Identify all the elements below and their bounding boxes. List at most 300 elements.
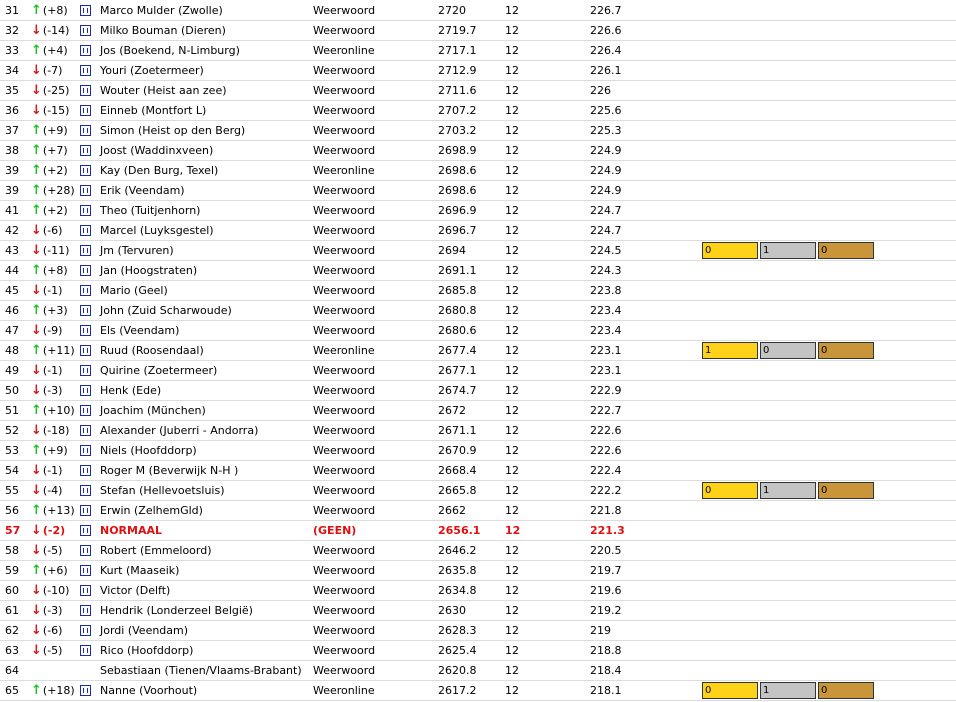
rank-cell: 37 (5, 124, 19, 137)
participant-name: Wouter (Heist aan zee) (100, 84, 227, 97)
position-change (31, 161, 76, 180)
table-row (0, 601, 956, 621)
games-cell: 12 (505, 164, 519, 177)
arrow-up-icon: ↑ (31, 303, 42, 318)
position-change (31, 81, 76, 100)
flag-icon[interactable] (80, 5, 91, 16)
flag-icon[interactable] (80, 25, 91, 36)
participant-name: Sebastiaan (Tienen/Vlaams-Brabant) (100, 664, 302, 677)
participant-name: Erwin (ZelhemGld) (100, 504, 203, 517)
games-cell: 12 (505, 304, 519, 317)
position-change-value: (+7) (42, 144, 68, 157)
arrow-up-icon: ↑ (31, 143, 42, 158)
flag-icon[interactable] (80, 685, 91, 696)
average-cell: 224.9 (590, 144, 622, 157)
arrow-down-icon: ↓ (31, 83, 42, 98)
table-row (0, 501, 956, 521)
source-cell: Weerwoord (313, 224, 376, 237)
average-cell: 224.5 (590, 244, 622, 257)
table-row (0, 21, 956, 41)
score-cell: 2717.1 (438, 44, 477, 57)
bronze-medal-count: 0 (818, 682, 874, 699)
score-cell: 2628.3 (438, 624, 477, 637)
flag-icon[interactable] (80, 185, 91, 196)
games-cell: 12 (505, 584, 519, 597)
score-cell: 2698.9 (438, 144, 477, 157)
flag-icon[interactable] (80, 505, 91, 516)
table-row (0, 261, 956, 281)
flag-cell (80, 161, 92, 180)
games-cell: 12 (505, 104, 519, 117)
score-cell: 2635.8 (438, 564, 477, 577)
participant-name: Jm (Tervuren) (100, 244, 174, 257)
arrow-down-icon: ↓ (31, 223, 42, 238)
position-change-value: (-3) (42, 384, 63, 397)
flag-cell (80, 101, 92, 120)
average-cell: 226.6 (590, 24, 622, 37)
rank-cell: 59 (5, 564, 19, 577)
games-cell: 12 (505, 264, 519, 277)
flag-icon[interactable] (80, 265, 91, 276)
games-cell: 12 (505, 664, 519, 677)
position-change-value: (+2) (42, 164, 68, 177)
flag-cell (80, 261, 92, 280)
table-row (0, 401, 956, 421)
score-cell: 2670.9 (438, 444, 477, 457)
flag-cell (80, 321, 92, 340)
participant-name: John (Zuid Scharwoude) (100, 304, 232, 317)
average-cell: 226.7 (590, 3, 622, 17)
games-cell: 12 (505, 84, 519, 97)
flag-icon[interactable] (80, 425, 91, 436)
score-cell: 2694 (438, 244, 466, 257)
arrow-up-icon: ↑ (31, 263, 42, 278)
table-row (0, 461, 956, 481)
score-cell: 2685.8 (438, 284, 477, 297)
table-row (0, 341, 956, 361)
average-cell: 223.4 (590, 324, 622, 337)
average-cell: 221.8 (590, 504, 622, 517)
participant-name: Rico (Hoofddorp) (100, 644, 194, 657)
flag-cell (80, 401, 92, 420)
average-cell: 224.7 (590, 224, 622, 237)
flag-icon[interactable] (80, 305, 91, 316)
source-cell: Weerwoord (313, 444, 376, 457)
participant-name: Youri (Zoetermeer) (100, 64, 204, 77)
position-change (31, 441, 76, 460)
flag-icon[interactable] (80, 625, 91, 636)
flag-icon[interactable] (80, 85, 91, 96)
source-cell: Weerwoord (313, 584, 376, 597)
games-cell: 12 (505, 344, 519, 357)
table-row (0, 481, 956, 501)
average-cell: 219.2 (590, 604, 622, 617)
participant-name: Theo (Tuitjenhorn) (100, 204, 201, 217)
position-change (31, 0, 76, 20)
flag-icon[interactable] (80, 365, 91, 376)
participant-name: Einneb (Montfort L) (100, 104, 207, 117)
rank-cell: 33 (5, 44, 19, 57)
games-cell: 12 (505, 404, 519, 417)
source-cell: Weeronline (313, 164, 375, 177)
position-change-value: (-6) (42, 624, 63, 637)
flag-icon[interactable] (80, 585, 91, 596)
position-change-value: (+18) (42, 684, 75, 697)
source-cell: Weeronline (313, 44, 375, 57)
average-cell: 226.1 (590, 64, 622, 77)
source-cell: Weerwoord (313, 404, 376, 417)
score-cell: 2656.1 (438, 524, 481, 537)
participant-name: Roger M (Beverwijk N-H ) (100, 464, 239, 477)
position-change-value: (+8) (42, 3, 68, 17)
table-row (0, 181, 956, 201)
flag-cell (80, 621, 92, 640)
rank-cell: 41 (5, 204, 19, 217)
flag-icon[interactable] (80, 245, 91, 256)
participant-name: Marco Mulder (Zwolle) (100, 3, 223, 17)
table-row (0, 641, 956, 661)
rank-cell: 58 (5, 544, 19, 557)
flag-icon[interactable] (80, 105, 91, 116)
arrow-down-icon: ↓ (31, 363, 42, 378)
score-cell: 2634.8 (438, 584, 477, 597)
position-change (31, 141, 76, 160)
flag-icon[interactable] (80, 285, 91, 296)
source-cell: Weerwoord (313, 84, 376, 97)
rank-cell: 34 (5, 64, 19, 77)
position-change (31, 261, 76, 280)
games-cell: 12 (505, 324, 519, 337)
flag-icon[interactable] (80, 405, 91, 416)
rank-cell: 31 (5, 3, 19, 17)
flag-cell (80, 141, 92, 160)
games-cell: 12 (505, 64, 519, 77)
flag-icon[interactable] (80, 145, 91, 156)
flag-icon[interactable] (80, 345, 91, 356)
source-cell: Weerwoord (313, 324, 376, 337)
flag-icon[interactable] (80, 565, 91, 576)
flag-icon[interactable] (80, 125, 91, 136)
gold-medal-count: 0 (702, 482, 758, 499)
score-cell: 2696.7 (438, 224, 477, 237)
position-change-value: (+10) (42, 404, 75, 417)
silver-medal-count: 1 (760, 682, 816, 699)
games-cell: 12 (505, 124, 519, 137)
flag-icon[interactable] (80, 645, 91, 656)
flag-cell (80, 641, 92, 660)
flag-cell (80, 81, 92, 100)
flag-cell (80, 661, 92, 680)
flag-cell (80, 361, 92, 380)
arrow-up-icon: ↑ (31, 2, 42, 18)
position-change-value: (-9) (42, 324, 63, 337)
flag-icon[interactable] (80, 465, 91, 476)
average-cell: 223.1 (590, 364, 622, 377)
score-cell: 2625.4 (438, 644, 477, 657)
score-cell: 2674.7 (438, 384, 477, 397)
position-change-value: (-3) (42, 604, 63, 617)
source-cell: Weerwoord (313, 664, 376, 677)
arrow-up-icon: ↑ (31, 123, 42, 138)
table-row (0, 381, 956, 401)
position-change (31, 601, 76, 620)
games-cell: 12 (505, 384, 519, 397)
position-change-value: (-5) (42, 644, 63, 657)
arrow-down-icon: ↓ (31, 483, 42, 498)
position-change (31, 121, 76, 140)
games-cell: 12 (505, 564, 519, 577)
average-cell: 224.9 (590, 184, 622, 197)
rank-cell: 55 (5, 484, 19, 497)
score-cell: 2680.6 (438, 324, 477, 337)
table-row (0, 201, 956, 221)
flag-icon[interactable] (80, 385, 91, 396)
rank-cell: 54 (5, 464, 19, 477)
flag-cell (80, 181, 92, 200)
games-cell: 12 (505, 244, 519, 257)
rank-cell: 60 (5, 584, 19, 597)
arrow-down-icon: ↓ (31, 103, 42, 118)
flag-cell (80, 501, 92, 520)
table-row (0, 681, 956, 701)
score-cell: 2712.9 (438, 64, 477, 77)
flag-cell (80, 421, 92, 440)
rank-cell: 47 (5, 324, 19, 337)
source-cell: Weerwoord (313, 104, 376, 117)
average-cell: 222.6 (590, 444, 622, 457)
flag-cell (80, 221, 92, 240)
position-change (31, 461, 76, 480)
rank-cell: 62 (5, 624, 19, 637)
participant-name: Jan (Hoogstraten) (100, 264, 198, 277)
flag-cell (80, 61, 92, 80)
source-cell: Weerwoord (313, 64, 376, 77)
position-change-value: (+8) (42, 264, 68, 277)
arrow-down-icon: ↓ (31, 543, 42, 558)
flag-icon[interactable] (80, 45, 91, 56)
position-change (31, 301, 76, 320)
rank-cell: 36 (5, 104, 19, 117)
flag-cell (80, 561, 92, 580)
arrow-up-icon: ↑ (31, 403, 42, 418)
flag-icon[interactable] (80, 485, 91, 496)
position-change-value: (-11) (42, 244, 70, 257)
position-change (31, 401, 76, 420)
score-cell: 2672 (438, 404, 466, 417)
score-cell: 2696.9 (438, 204, 477, 217)
flag-icon[interactable] (80, 205, 91, 216)
average-cell: 218.1 (590, 684, 622, 697)
arrow-up-icon: ↑ (31, 163, 42, 178)
score-cell: 2703.2 (438, 124, 477, 137)
flag-icon[interactable] (80, 325, 91, 336)
participant-name: Robert (Emmeloord) (100, 544, 212, 557)
rank-cell: 52 (5, 424, 19, 437)
games-cell: 12 (505, 3, 519, 17)
source-cell: Weerwoord (313, 3, 376, 17)
position-change-value: (-1) (42, 284, 63, 297)
position-change (31, 21, 76, 40)
source-cell: (GEEN) (313, 524, 357, 537)
participant-name: Milko Bouman (Dieren) (100, 24, 226, 37)
rank-cell: 35 (5, 84, 19, 97)
table-row (0, 661, 956, 681)
flag-cell (80, 461, 92, 480)
score-cell: 2671.1 (438, 424, 477, 437)
position-change-value: (-14) (42, 24, 70, 37)
flag-cell (80, 301, 92, 320)
games-cell: 12 (505, 484, 519, 497)
games-cell: 12 (505, 204, 519, 217)
position-change (31, 421, 76, 440)
table-row (0, 561, 956, 581)
source-cell: Weerwoord (313, 604, 376, 617)
average-cell: 226.4 (590, 44, 622, 57)
participant-name: Alexander (Juberri - Andorra) (100, 424, 259, 437)
position-change-value: (-1) (42, 464, 63, 477)
flag-icon[interactable] (80, 445, 91, 456)
source-cell: Weerwoord (313, 504, 376, 517)
position-change (31, 581, 76, 600)
arrow-up-icon: ↑ (31, 203, 42, 218)
participant-name: Kurt (Maaseik) (100, 564, 180, 577)
average-cell: 225.6 (590, 104, 622, 117)
source-cell: Weerwoord (313, 644, 376, 657)
position-change-value: (+6) (42, 564, 68, 577)
table-row (0, 301, 956, 321)
table-row (0, 81, 956, 101)
position-change-value: (-4) (42, 484, 63, 497)
average-cell: 225.3 (590, 124, 622, 137)
position-change-value: (+9) (42, 444, 68, 457)
score-cell: 2698.6 (438, 164, 477, 177)
position-change-value: (-2) (42, 524, 66, 537)
position-change (31, 541, 76, 560)
position-change-value: (+28) (42, 184, 75, 197)
silver-medal-count: 1 (760, 482, 816, 499)
position-change-value: (-1) (42, 364, 63, 377)
participant-name: Stefan (Hellevoetsluis) (100, 484, 225, 497)
rank-cell: 53 (5, 444, 19, 457)
position-change (31, 381, 76, 400)
position-change (31, 241, 76, 260)
medal-counts (702, 242, 874, 259)
flag-cell (80, 601, 92, 620)
position-change (31, 641, 76, 660)
source-cell: Weerwoord (313, 424, 376, 437)
average-cell: 220.5 (590, 544, 622, 557)
gold-medal-count: 0 (702, 242, 758, 259)
games-cell: 12 (505, 184, 519, 197)
flag-cell (80, 281, 92, 300)
games-cell: 12 (505, 504, 519, 517)
average-cell: 222.2 (590, 484, 622, 497)
average-cell: 219 (590, 624, 611, 637)
table-row (0, 121, 956, 141)
gold-medal-count: 1 (702, 342, 758, 359)
silver-medal-count: 0 (760, 342, 816, 359)
flag-icon[interactable] (80, 605, 91, 616)
table-row (0, 441, 956, 461)
position-change-value: (+3) (42, 304, 68, 317)
participant-name: Henk (Ede) (100, 384, 162, 397)
source-cell: Weerwoord (313, 384, 376, 397)
average-cell: 224.3 (590, 264, 622, 277)
flag-icon[interactable] (80, 65, 91, 76)
participant-name: Nanne (Voorhout) (100, 684, 198, 697)
games-cell: 12 (505, 364, 519, 377)
games-cell: 12 (505, 144, 519, 157)
position-change (31, 61, 76, 80)
games-cell: 12 (505, 644, 519, 657)
arrow-down-icon: ↓ (31, 583, 42, 598)
average-cell: 224.9 (590, 164, 622, 177)
rank-cell: 65 (5, 684, 19, 697)
flag-cell (80, 201, 92, 220)
arrow-up-icon: ↑ (31, 183, 42, 198)
rank-cell: 56 (5, 504, 19, 517)
arrow-up-icon: ↑ (31, 43, 42, 58)
average-cell: 218.4 (590, 664, 622, 677)
rank-cell: 57 (5, 524, 21, 537)
games-cell: 12 (505, 544, 519, 557)
flag-icon[interactable] (80, 545, 91, 556)
position-change (31, 561, 76, 580)
rank-cell: 38 (5, 144, 19, 157)
arrow-up-icon: ↑ (31, 443, 42, 458)
arrow-down-icon: ↓ (31, 623, 42, 638)
average-cell: 221.3 (590, 524, 625, 537)
games-cell: 12 (505, 524, 521, 537)
average-cell: 218.8 (590, 644, 622, 657)
participant-name: Quirine (Zoetermeer) (100, 364, 218, 377)
score-cell: 2680.8 (438, 304, 477, 317)
table-row (0, 521, 956, 541)
score-cell: 2668.4 (438, 464, 477, 477)
flag-cell (80, 121, 92, 140)
medal-counts (702, 682, 874, 699)
position-change (31, 481, 76, 500)
score-cell: 2617.2 (438, 684, 477, 697)
position-change (31, 321, 76, 340)
position-change-value: (-7) (42, 64, 63, 77)
table-row (0, 581, 956, 601)
score-cell: 2620.8 (438, 664, 477, 677)
rank-cell: 43 (5, 244, 19, 257)
flag-icon[interactable] (80, 225, 91, 236)
flag-icon[interactable] (80, 165, 91, 176)
score-cell: 2691.1 (438, 264, 477, 277)
table-row (0, 321, 956, 341)
average-cell: 222.6 (590, 424, 622, 437)
participant-name: Marcel (Luyksgestel) (100, 224, 214, 237)
position-change (31, 221, 76, 240)
arrow-down-icon: ↓ (31, 283, 42, 298)
position-change-value: (-6) (42, 224, 63, 237)
games-cell: 12 (505, 624, 519, 637)
arrow-down-icon: ↓ (31, 463, 42, 478)
arrow-down-icon: ↓ (31, 383, 42, 398)
participant-name: Victor (Delft) (100, 584, 171, 597)
flag-cell (80, 21, 92, 40)
position-change (31, 681, 76, 700)
flag-icon[interactable] (80, 525, 91, 536)
average-cell: 219.6 (590, 584, 622, 597)
rank-cell: 46 (5, 304, 19, 317)
average-cell: 223.8 (590, 284, 622, 297)
arrow-down-icon: ↓ (31, 603, 42, 618)
rank-cell: 39 (5, 184, 19, 197)
